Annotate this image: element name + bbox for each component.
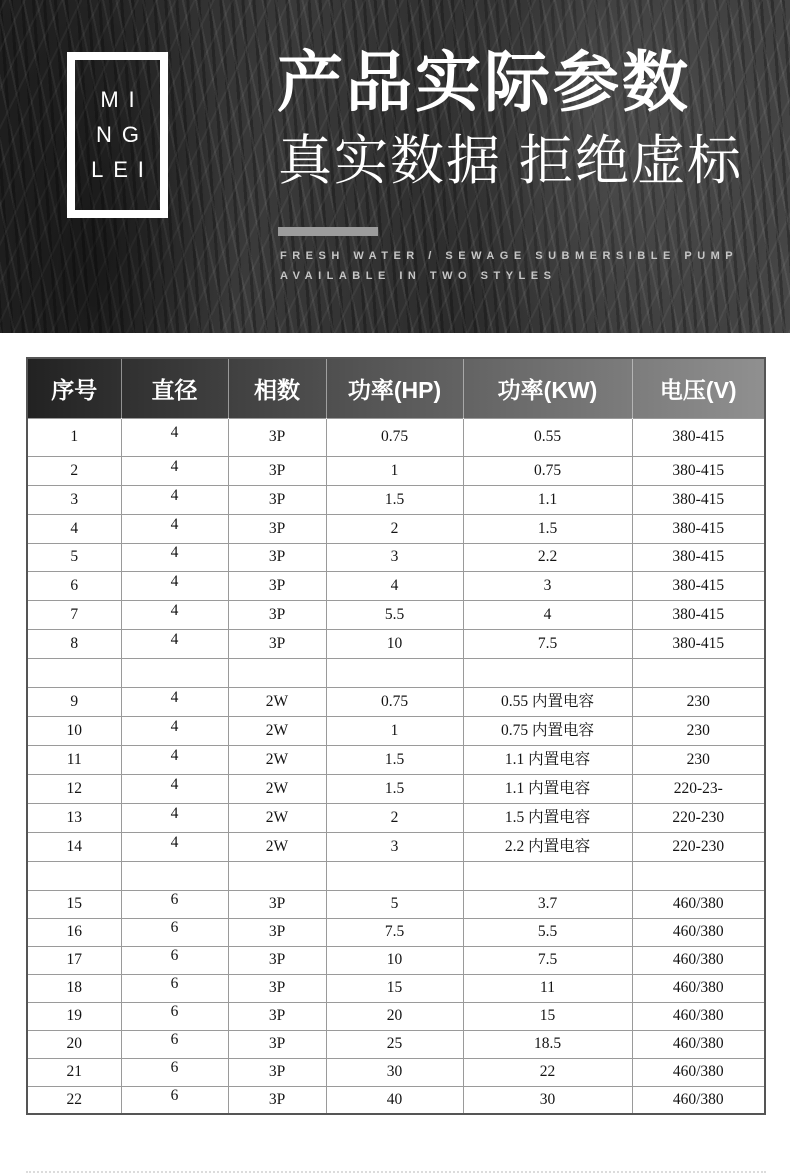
cell-voltage: 460/380 xyxy=(632,1002,765,1030)
cell-phase: 3P xyxy=(228,629,326,658)
cell-power-hp: 1.5 xyxy=(326,745,463,774)
cell-power-kw: 0.75 xyxy=(463,456,632,485)
cell-power-hp: 4 xyxy=(326,571,463,600)
cell-serial: 18 xyxy=(27,974,121,1002)
cell-phase: 2W xyxy=(228,687,326,716)
column-header-power-hp: 功率(HP) xyxy=(326,358,463,418)
cell-diameter xyxy=(121,687,228,716)
spec-table xyxy=(26,357,766,1115)
cell-voltage: 460/380 xyxy=(632,1030,765,1058)
cell-phase: 3P xyxy=(228,946,326,974)
cell-diameter xyxy=(121,774,228,803)
cell-diameter-value: 6 xyxy=(170,1087,179,1104)
cell-diameter xyxy=(121,514,228,543)
cell-voltage: 380-415 xyxy=(632,543,765,571)
cell-diameter-value: 4 xyxy=(170,486,179,504)
table-row xyxy=(27,687,765,716)
cell-voltage: 220-23- xyxy=(632,774,765,803)
cell-power-kw: 4 xyxy=(463,600,632,629)
cell-diameter-value: 4 xyxy=(170,601,179,619)
table-row xyxy=(27,1058,765,1086)
cell-serial xyxy=(27,658,121,687)
cell-diameter-value: 6 xyxy=(170,975,179,993)
cell-diameter-value: 6 xyxy=(170,947,179,965)
cell-phase: 3P xyxy=(228,571,326,600)
cell-diameter-value: 4 xyxy=(170,746,179,764)
cell-phase xyxy=(228,658,326,687)
table-row xyxy=(27,485,765,514)
cell-voltage xyxy=(632,658,765,687)
cell-phase: 3P xyxy=(228,1002,326,1030)
cell-phase xyxy=(228,861,326,890)
page-title: 产品实际参数 xyxy=(277,45,691,119)
table-row xyxy=(27,946,765,974)
cell-voltage xyxy=(632,861,765,890)
cell-serial: 9 xyxy=(27,687,121,716)
cell-power-hp: 10 xyxy=(326,946,463,974)
table-row xyxy=(27,1002,765,1030)
cell-diameter xyxy=(121,456,228,485)
cell-phase: 3P xyxy=(228,418,326,456)
cell-diameter xyxy=(121,1058,228,1086)
cell-power-hp: 1 xyxy=(326,456,463,485)
cell-power-kw: 7.5 xyxy=(463,629,632,658)
cell-power-kw: 3.7 xyxy=(463,890,632,918)
cell-power-kw: 0.55 内置电容 xyxy=(463,687,632,716)
cell-diameter-value: 4 xyxy=(170,457,179,475)
cell-serial: 15 xyxy=(27,890,121,918)
cell-serial: 16 xyxy=(27,918,121,946)
cell-power-kw: 1.1 内置电容 xyxy=(463,774,632,803)
cell-power-hp: 5.5 xyxy=(326,600,463,629)
table-row xyxy=(27,456,765,485)
cell-phase: 3P xyxy=(228,514,326,543)
cell-power-hp: 0.75 xyxy=(326,418,463,456)
cell-voltage: 230 xyxy=(632,716,765,745)
tagline-line-1: FRESH WATER / SEWAGE SUBMERSIBLE PUMP xyxy=(280,250,739,262)
cell-diameter xyxy=(121,861,228,890)
header-row xyxy=(27,358,765,418)
cell-voltage: 380-415 xyxy=(632,629,765,658)
cell-serial: 1 xyxy=(27,418,121,456)
cell-voltage: 460/380 xyxy=(632,946,765,974)
cell-voltage: 380-415 xyxy=(632,485,765,514)
cell-power-kw: 15 xyxy=(463,1002,632,1030)
cell-diameter-value: 6 xyxy=(170,1059,179,1077)
cell-power-hp: 7.5 xyxy=(326,918,463,946)
cell-power-hp: 10 xyxy=(326,629,463,658)
cell-power-hp: 3 xyxy=(326,832,463,861)
cell-diameter xyxy=(121,571,228,600)
cell-phase: 2W xyxy=(228,803,326,832)
cell-voltage: 460/380 xyxy=(632,918,765,946)
cell-serial: 6 xyxy=(27,571,121,600)
column-header-power-kw: 功率(KW) xyxy=(463,358,632,418)
cell-diameter-value: 4 xyxy=(170,630,179,648)
cell-voltage: 460/380 xyxy=(632,1058,765,1086)
table-row xyxy=(27,890,765,918)
cell-phase: 3P xyxy=(228,974,326,1002)
cell-serial xyxy=(27,861,121,890)
cell-voltage: 230 xyxy=(632,745,765,774)
cell-power-hp: 2 xyxy=(326,514,463,543)
cell-serial: 17 xyxy=(27,946,121,974)
table-row xyxy=(27,745,765,774)
cell-phase: 3P xyxy=(228,456,326,485)
cell-power-kw: 7.5 xyxy=(463,946,632,974)
cell-diameter-value: 4 xyxy=(170,717,179,735)
cell-diameter-value: 4 xyxy=(170,804,179,822)
cell-diameter xyxy=(121,832,228,861)
spacer-row xyxy=(27,861,765,890)
cell-power-kw: 1.1 xyxy=(463,485,632,514)
cell-voltage: 380-415 xyxy=(632,418,765,456)
cell-power-kw: 2.2 内置电容 xyxy=(463,832,632,861)
cell-power-kw: 0.55 xyxy=(463,418,632,456)
cell-voltage: 460/380 xyxy=(632,974,765,1002)
cell-serial: 5 xyxy=(27,543,121,571)
cell-serial: 20 xyxy=(27,1030,121,1058)
cell-power-kw: 2.2 xyxy=(463,543,632,571)
cell-power-hp: 0.75 xyxy=(326,687,463,716)
cell-diameter-value: 4 xyxy=(170,688,179,706)
cell-phase: 3P xyxy=(228,600,326,629)
cell-power-kw: 22 xyxy=(463,1058,632,1086)
cell-power-kw: 30 xyxy=(463,1086,632,1114)
cell-diameter-value: 4 xyxy=(170,424,179,442)
cell-power-kw: 5.5 xyxy=(463,918,632,946)
cell-voltage: 380-415 xyxy=(632,571,765,600)
table-row xyxy=(27,571,765,600)
cell-power-kw: 1.5 xyxy=(463,514,632,543)
cell-power-hp: 40 xyxy=(326,1086,463,1114)
cell-power-hp: 2 xyxy=(326,803,463,832)
cell-phase: 2W xyxy=(228,716,326,745)
table-row xyxy=(27,774,765,803)
cell-diameter xyxy=(121,600,228,629)
cell-serial: 8 xyxy=(27,629,121,658)
cell-power-kw: 1.1 内置电容 xyxy=(463,745,632,774)
table-row xyxy=(27,803,765,832)
cell-voltage: 380-415 xyxy=(632,514,765,543)
cell-power-kw: 3 xyxy=(463,571,632,600)
cell-power-hp: 3 xyxy=(326,543,463,571)
cell-serial: 22 xyxy=(27,1086,121,1114)
cell-serial: 14 xyxy=(27,832,121,861)
spacer-row xyxy=(27,658,765,687)
cell-power-hp: 5 xyxy=(326,890,463,918)
cell-power-hp: 15 xyxy=(326,974,463,1002)
cell-power-hp: 1.5 xyxy=(326,485,463,514)
cell-diameter-value: 4 xyxy=(170,515,179,533)
cell-diameter xyxy=(121,1086,228,1114)
divider-bar xyxy=(278,227,378,236)
spec-table-body xyxy=(27,418,765,1114)
cell-serial: 10 xyxy=(27,716,121,745)
cell-serial: 4 xyxy=(27,514,121,543)
column-header-serial: 序号 xyxy=(51,376,98,403)
cell-phase: 3P xyxy=(228,918,326,946)
cell-voltage: 230 xyxy=(632,687,765,716)
table-row xyxy=(27,716,765,745)
cell-voltage: 460/380 xyxy=(632,890,765,918)
cell-diameter xyxy=(121,803,228,832)
cell-diameter xyxy=(121,629,228,658)
cell-serial: 19 xyxy=(27,1002,121,1030)
cell-diameter-value: 6 xyxy=(170,891,179,909)
cell-diameter xyxy=(121,1030,228,1058)
cell-diameter-value: 4 xyxy=(170,544,179,562)
cell-power-kw: 11 xyxy=(463,974,632,1002)
cell-power-hp: 1 xyxy=(326,716,463,745)
cell-voltage: 460/380 xyxy=(632,1086,765,1114)
spec-table-header xyxy=(27,358,765,418)
cell-serial: 3 xyxy=(27,485,121,514)
cell-diameter xyxy=(121,418,228,456)
table-row xyxy=(27,600,765,629)
table-row xyxy=(27,918,765,946)
cell-serial: 7 xyxy=(27,600,121,629)
table-row xyxy=(27,543,765,571)
cell-phase: 3P xyxy=(228,1086,326,1114)
cell-serial: 13 xyxy=(27,803,121,832)
cell-phase: 2W xyxy=(228,832,326,861)
cell-power-hp xyxy=(326,861,463,890)
cell-diameter xyxy=(121,485,228,514)
cell-power-kw: 0.75 内置电容 xyxy=(463,716,632,745)
cell-phase: 3P xyxy=(228,1030,326,1058)
page-subtitle: 真实数据 拒绝虚标 xyxy=(278,131,744,191)
cell-power-hp: 30 xyxy=(326,1058,463,1086)
cell-diameter xyxy=(121,658,228,687)
table-row xyxy=(27,832,765,861)
cell-phase: 3P xyxy=(228,1058,326,1086)
brand-logo-line: NG xyxy=(96,122,149,147)
cell-voltage: 380-415 xyxy=(632,600,765,629)
cell-serial: 21 xyxy=(27,1058,121,1086)
cell-power-hp xyxy=(326,658,463,687)
cell-power-hp: 20 xyxy=(326,1002,463,1030)
cell-voltage: 220-230 xyxy=(632,832,765,861)
cell-phase: 2W xyxy=(228,745,326,774)
column-header-diameter: 直径 xyxy=(121,358,228,418)
cell-diameter-value: 4 xyxy=(170,775,179,793)
tagline-line-2: AVAILABLE IN TWO STYLES xyxy=(280,270,557,282)
cell-serial: 2 xyxy=(27,456,121,485)
cell-diameter-value: 6 xyxy=(170,1031,179,1049)
table-row xyxy=(27,1030,765,1058)
table-row xyxy=(27,629,765,658)
cell-power-kw xyxy=(463,658,632,687)
cell-diameter xyxy=(121,543,228,571)
table-row xyxy=(27,1086,765,1114)
cell-power-hp: 1.5 xyxy=(326,774,463,803)
table-row xyxy=(27,974,765,1002)
cell-diameter xyxy=(121,890,228,918)
brand-logo-line: LEI xyxy=(91,157,154,182)
cell-serial: 11 xyxy=(27,745,121,774)
column-header-voltage: 电压(V) xyxy=(632,358,765,418)
cell-diameter xyxy=(121,745,228,774)
cell-power-kw: 1.5 内置电容 xyxy=(463,803,632,832)
cell-voltage: 220-230 xyxy=(632,803,765,832)
cell-power-kw: 18.5 xyxy=(463,1030,632,1058)
cell-diameter xyxy=(121,918,228,946)
cell-phase: 3P xyxy=(228,485,326,514)
brand-logo-line: MI xyxy=(100,87,145,112)
cell-serial: 12 xyxy=(27,774,121,803)
cell-diameter xyxy=(121,1002,228,1030)
table-row xyxy=(27,514,765,543)
cell-power-kw xyxy=(463,861,632,890)
cell-phase: 3P xyxy=(228,890,326,918)
table-row xyxy=(27,418,765,456)
cell-phase: 2W xyxy=(228,774,326,803)
cell-diameter xyxy=(121,716,228,745)
cell-voltage: 380-415 xyxy=(632,456,765,485)
column-header-phase: 相数 xyxy=(228,358,326,418)
cell-phase: 3P xyxy=(228,543,326,571)
next-section-cutoff-line xyxy=(26,1171,766,1173)
cell-diameter xyxy=(121,974,228,1002)
hero-banner xyxy=(0,0,790,333)
cell-diameter-value: 6 xyxy=(170,1003,179,1021)
cell-diameter xyxy=(121,946,228,974)
brand-logo xyxy=(67,52,168,218)
cell-diameter-value: 6 xyxy=(170,919,179,937)
cell-power-hp: 25 xyxy=(326,1030,463,1058)
cell-diameter-value: 4 xyxy=(170,833,179,851)
cell-diameter-value: 4 xyxy=(170,572,179,590)
